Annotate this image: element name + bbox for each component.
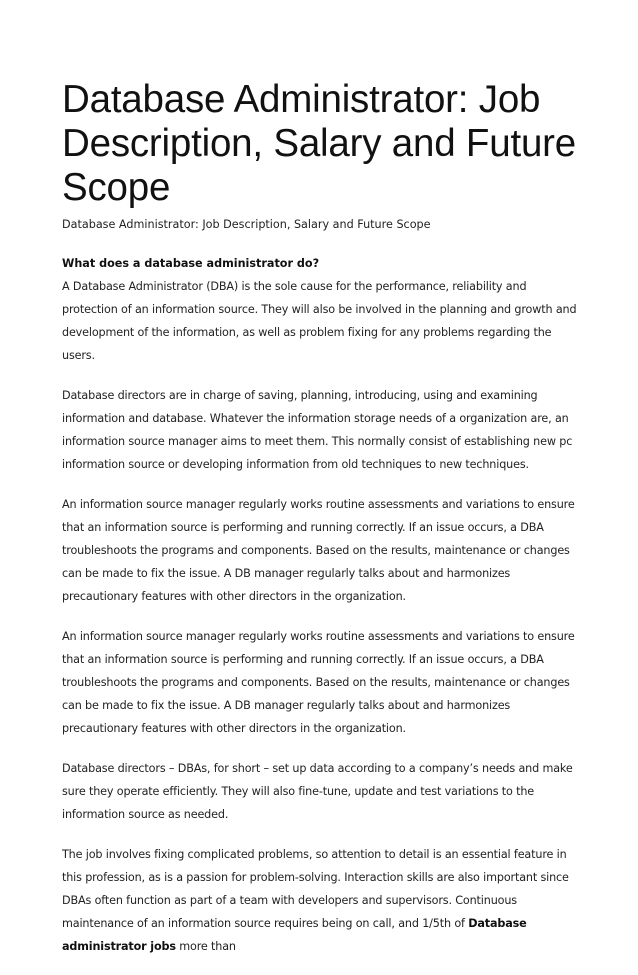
section-heading: What does a database administrator do? [62,257,320,270]
paragraph-6 [62,843,584,958]
paragraph-6-text-before: The job involves fixing complicated problems, so attention to detail is an essential feature in this profession, as is a passion for problem-solving. Interaction skills are also important since DBAs often function as part of a team with developers and supervisors. Continuous maintenance of an information source requires being on call, and 1/5th of [62,848,569,930]
document-subtitle: Database Administrator: Job Description, Salary and Future Scope [62,218,431,231]
paragraph-6-text-after: more than [175,940,236,953]
paragraph-2: Database directors are in charge of saving, planning, introducing, using and examining information and database. Whatever the information storage needs of a organization are, an information source manager aims to meet them. This normally consist of establishing new pc information source or developing information from old techniques to new techniques. [62,389,573,471]
paragraph-5: Database directors – DBAs, for short – set up data according to a company’s needs and make sure they operate efficiently. They will also fine-tune, update and test variations to the information source as needed. [62,762,573,821]
paragraph-1: A Database Administrator (DBA) is the sole cause for the performance, reliability and protection of an information source. They will also be involved in the planning and growth and development of the information, as well as problem fixing for any problems regarding the users. [62,280,577,362]
paragraph-4: An information source manager regularly works routine assessments and variations to ensure that an information source is performing and running correctly. If an issue occurs, a DBA troubleshoots the programs and components. Based on the results, maintenance or changes can be made to fix the issue. A DB manager regularly talks about and harmonizes precautionary features with other directors in the organization. [62,630,575,735]
document-page [62,78,584,975]
paragraph-3: An information source manager regularly works routine assessments and variations to ensure that an information source is performing and running correctly. If an issue occurs, a DBA troubleshoots the programs and components. Based on the results, maintenance or changes can be made to fix the issue. A DB manager regularly talks about and harmonizes precautionary features with other directors in the organization. [62,498,575,603]
document-title: Database Administrator: Job Description, Salary and Future Scope [62,78,576,209]
paragraph-6-bold-link-text: Database administrator jobs [62,917,527,953]
